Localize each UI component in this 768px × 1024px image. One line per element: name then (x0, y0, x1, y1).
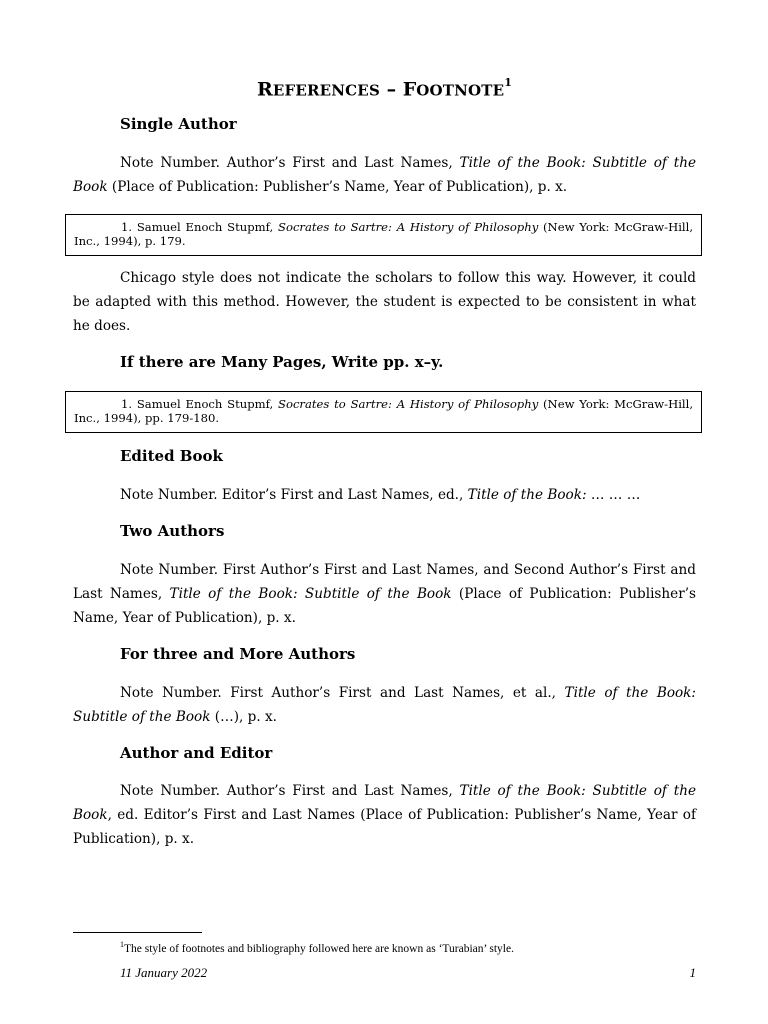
section-heading-two-authors: Two Authors (120, 522, 225, 540)
section-heading-author-editor: Author and Editor (120, 744, 273, 762)
footer-date: 11 January 2022 (120, 965, 208, 980)
footnote (120, 940, 514, 955)
paragraph-edited-book-format: Note Number. Editor’s First and Last Names, ed., Title of the Book: … … … (120, 487, 641, 503)
footer-page-number: 1 (689, 965, 696, 980)
paragraph-three-more-authors-format: Note Number. First Author’s First and Last Names, et al., Title of the Book: Subtitle of the Book (…), p. x. (73, 685, 697, 725)
example-box-single-author: 1. Samuel Enoch Stupmf, Socrates to Sartre: A History of Philosophy (New York: McGraw-Hill, Inc., 1994), p. 179. (65, 214, 702, 256)
paragraph-two-authors-format: Note Number. First Author’s First and Last Names, and Second Author’s First and Last Names, Title of the Book: Subtitle of the Book (Place of Publication: Publisher’s Name, Year of Publication), p. x. (73, 562, 697, 626)
example-box-many-pages: 1. Samuel Enoch Stupmf, Socrates to Sartre: A History of Philosophy (New York: McGraw-Hill, Inc., 1994), pp. 179-180. (65, 391, 702, 433)
footnote-reference[interactable]: 1 (504, 76, 512, 89)
section-heading-edited-book: Edited Book (120, 447, 223, 465)
section-heading-three-more-authors: For three and More Authors (120, 645, 356, 663)
footnote-mark: 1 (120, 940, 124, 949)
section-heading-single-author: Single Author (120, 115, 237, 133)
page-title: REFERENCES – FOOTNOTE$^1$ (257, 76, 512, 101)
paragraph-single-author-format: Note Number. Author’s First and Last Names, Title of the Book: Subtitle of the Book (Place of Publication: Publisher’s Name, Year of Publication), p. x. (73, 155, 697, 195)
paragraph-chicago-note: Chicago style does not indicate the scholars to follow this way. However, it could be adapted with this method. However, the student is expected to be consistent in what he does. (73, 270, 696, 334)
footnote-separator (73, 932, 202, 933)
section-heading-many-pages: If there are Many Pages, Write pp. x–y. (120, 353, 444, 371)
footnote-text: The style of footnotes and bibliography followed here are known as ‘Turabian’ style. (124, 942, 514, 955)
paragraph-author-editor-format: Note Number. Author’s First and Last Names, Title of the Book: Subtitle of the Book, ed. Editor’s First and Last Names (Place of Publication: Publisher’s Name, Year of Publication), p. x. (73, 783, 697, 847)
